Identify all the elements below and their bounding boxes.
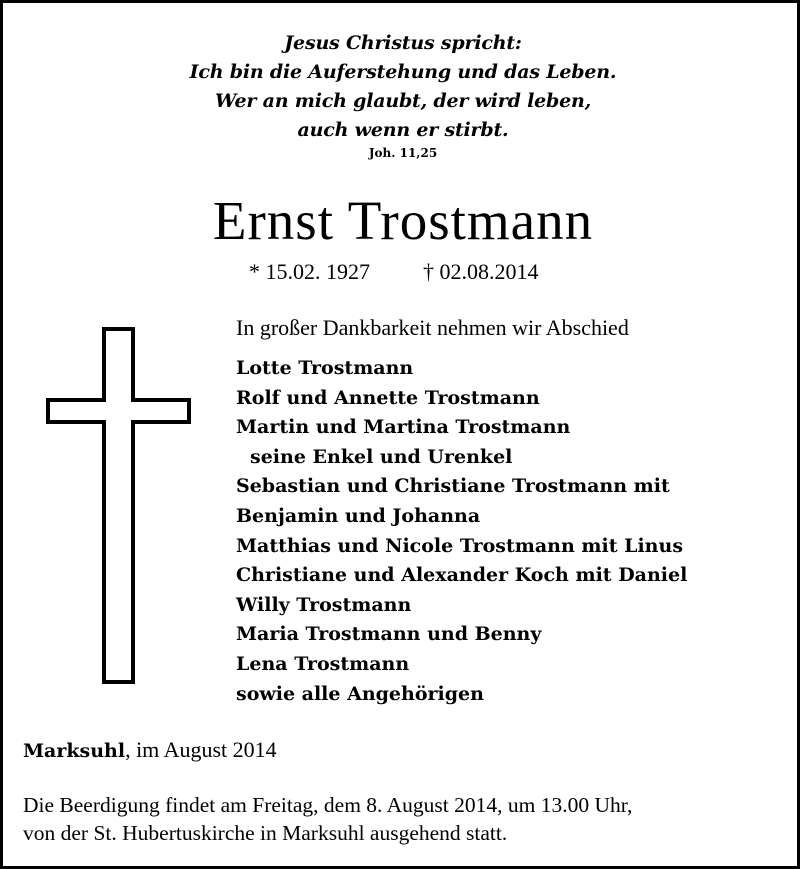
list-item: Matthias und Nicole Trostmann mit Linus (236, 534, 684, 557)
verse-line: auch wenn er stirbt. (297, 119, 509, 141)
verse-line: Ich bin die Auferstehung und das Leben. (189, 61, 617, 83)
funeral-notice (23, 791, 788, 847)
list-item: Willy Trostmann (236, 593, 412, 616)
list-item: sowie alle Angehörigen (236, 682, 484, 705)
list-item: Martin und Martina Trostmann (236, 416, 571, 439)
list-item: Benjamin und Johanna (236, 504, 481, 527)
list-item: Sebastian und Christiane Trostmann mit (236, 475, 670, 498)
list-item: Lena Trostmann (236, 652, 410, 675)
list-item: Rolf und Annette Trostmann (236, 386, 540, 409)
list-item: seine Enkel und Urenkel (250, 445, 513, 468)
verse-line: Wer an mich glaubt, der wird leben, (214, 90, 592, 112)
verse-line: Jesus Christus spricht: (284, 32, 522, 54)
list-item: Lotte Trostmann (236, 357, 414, 379)
death-date: † 02.08.2014 (423, 259, 539, 284)
funeral-line: Die Beerdigung findet am Freitag, dem 8. August 2014, um 13.00 Uhr, (23, 793, 633, 817)
funeral-line: von der St. Hubertuskirche in Marksuhl ausgehend statt. (23, 821, 508, 845)
mourners-list (236, 354, 687, 709)
verse-reference: Joh. 11,25 (368, 146, 438, 160)
place-and-date (23, 737, 277, 763)
town-name: Marksuhl (23, 740, 126, 762)
list-item: Christiane und Alexander Koch mit Daniel (236, 564, 688, 587)
bible-verse (3, 29, 800, 161)
birth-date: * 15.02. 1927 (249, 259, 370, 284)
list-item: Maria Trostmann und Benny (236, 623, 542, 646)
farewell-intro: In großer Dankbarkeit nehmen wir Abschied (236, 315, 629, 340)
cross-icon (46, 327, 191, 684)
deceased-name: Ernst Trostmann (212, 190, 594, 251)
date-text: , im August 2014 (125, 737, 277, 762)
